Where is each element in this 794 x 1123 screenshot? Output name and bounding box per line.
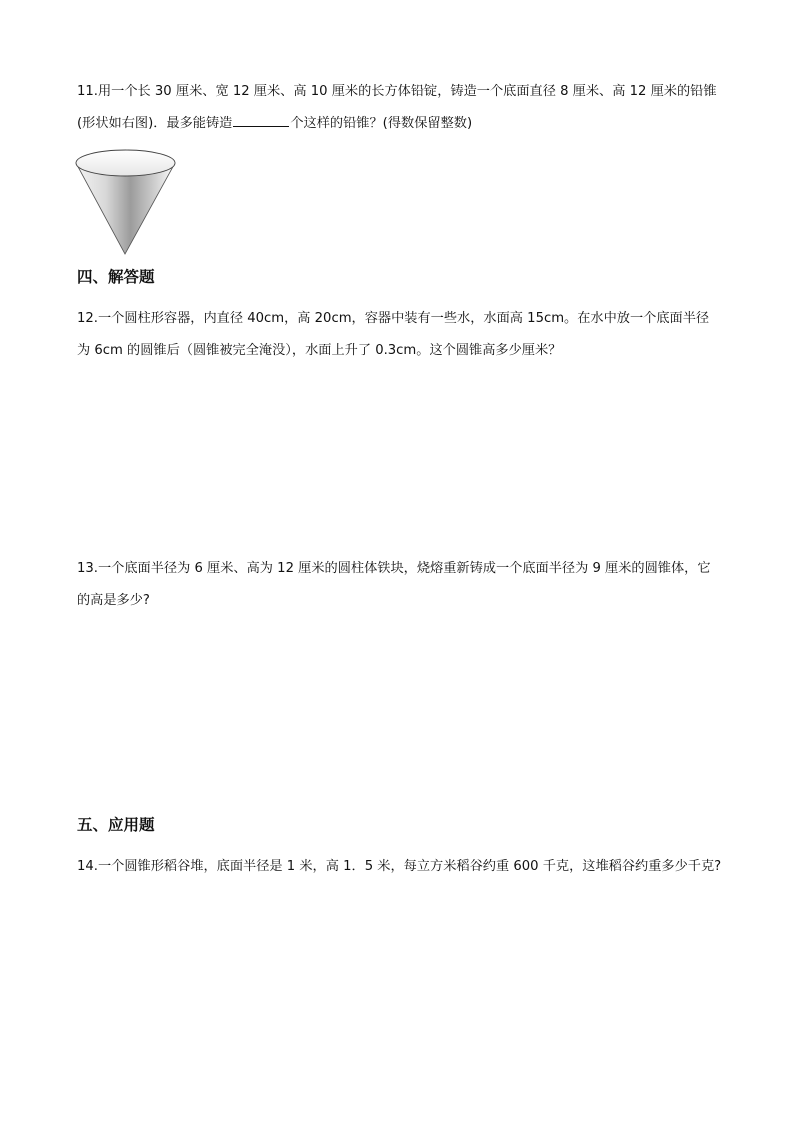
question-14: 14.一个圆锥形稻谷堆，底面半径是 1 米，高 1．5 米，每立方米稻谷约重 600 千克，这堆稻谷约重多少千克? — [77, 859, 722, 874]
question-11-text-part1: 11.用一个长 30 厘米、宽 12 厘米、高 10 厘米的长方体铅锭，铸造一个底面直径 8 厘米、高 12 厘米的铅锥(形状如右图)．最多能铸造 — [77, 84, 717, 131]
cone-illustration — [72, 146, 182, 258]
question-12: 12.一个圆柱形容器，内直径 40cm，高 20cm，容器中装有一些水，水面高 15cm。在水中放一个底面半径为 6cm 的圆锥后（圆锥被完全淹没），水面上升了 0.3cm。这个圆锥高多少厘米？ — [77, 311, 710, 358]
section-5-heading: 五、应用题 — [77, 816, 155, 834]
question-13: 13.一个底面半径为 6 厘米、高为 12 厘米的圆柱体铁块，烧熔重新铸成一个底面半径为 9 厘米的圆锥体，它的高是多少? — [77, 561, 711, 608]
section-4-heading: 四、解答题 — [77, 268, 155, 286]
cone-base-ellipse — [76, 150, 175, 176]
answer-blank[interactable] — [233, 112, 289, 127]
question-11 — [77, 76, 722, 140]
question-11-text-part2: 个这样的铅锥？(得数保留整数) — [290, 116, 473, 131]
cone-body — [76, 163, 175, 254]
